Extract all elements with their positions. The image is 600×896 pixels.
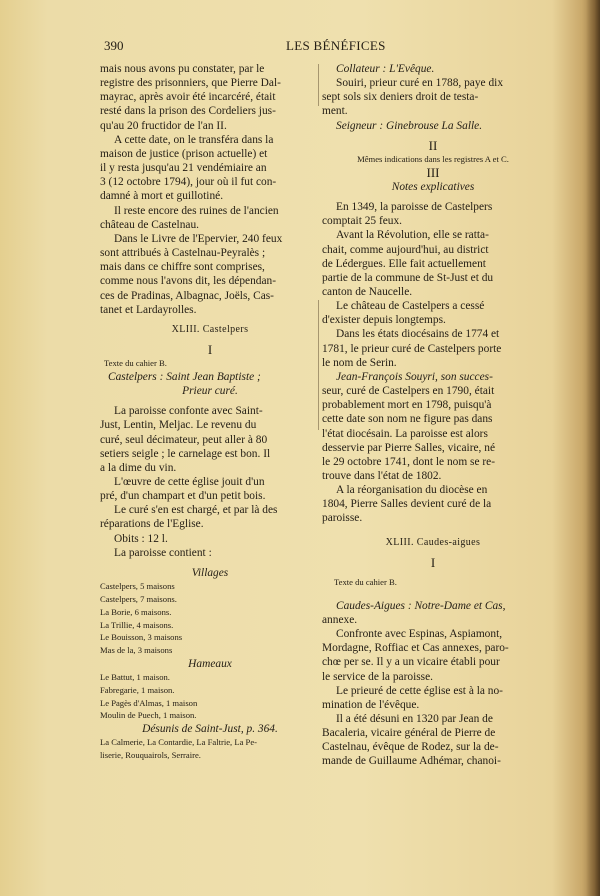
text-line: Confronte avec Espinas, Aspiamont, [336, 628, 503, 641]
text-line: probablement mort en 1798, puisqu'à [322, 399, 492, 412]
text-line: comme nous l'avons dit, les dépendan- [100, 275, 277, 288]
list-item: La Calmerie, La Contardie, La Faltrie, La Pe- [100, 737, 258, 748]
section-numeral: III [426, 164, 440, 180]
subheading: Villages [191, 566, 229, 579]
section-heading: XLIII. Caudes-aigues [385, 536, 481, 548]
text-line: chait, comme aujourd'hui, au district [322, 243, 489, 256]
text-line: Dans le Livre de l'Epervier, 240 feux [114, 232, 283, 245]
section-numeral: II [428, 137, 438, 153]
text-line: seur, curé de Castelpers en 1790, était [322, 385, 495, 398]
text-line: Souiri, prieur curé en 1788, paye dix [336, 77, 504, 90]
text-line: Le prieuré de cette église est à la no- [336, 684, 503, 697]
text-line: chœ per se. Il y a un vicaire établi pour [322, 656, 500, 669]
list-item: Le Bouisson, 3 maisons [100, 632, 183, 643]
text-line: mayrac, après avoir été incarcéré, était [100, 91, 276, 104]
text-line: Castelnau, évêque de Rodez, sur la de- [322, 741, 499, 754]
text-line: 3 (12 octobre 1794), jour où il fut con- [100, 176, 277, 189]
page-number: 390 [104, 38, 124, 53]
text-line: Seigneur : Ginebrouse La Salle. [336, 119, 483, 132]
page-edge-shadow [586, 0, 600, 896]
text-line: Collateur : L'Evêque. [336, 63, 435, 75]
text-line: mination de l'évêque. [322, 698, 420, 711]
text-line: Avant la Révolution, elle se ratta- [336, 229, 489, 242]
source-note: Texte du cahier B. [104, 358, 167, 369]
text-line: A cette date, on le transféra dans la [114, 133, 274, 146]
text-line: Bacaleria, vicaire général de Pierre de [322, 727, 496, 740]
list-item: Fabregarie, 1 maison. [100, 684, 175, 695]
text-line: Il reste encore des ruines de l'ancien [114, 204, 279, 217]
text-line: il y resta jusqu'au 21 vendémiaire an [100, 162, 267, 175]
source-note: Mêmes indications dans les registres A et C. [357, 153, 509, 164]
text-line: desservie par Pierre Salles, vicaire, né [322, 441, 496, 454]
text-line: l'état diocésain. La paroisse est alors [322, 427, 488, 440]
text-line: château de Castelnau. [100, 218, 199, 231]
section-numeral: I [430, 554, 436, 570]
text-line: Castelpers : Saint Jean Baptiste ; [108, 370, 261, 383]
list-item: La Trillie, 4 maisons. [100, 619, 174, 630]
text-line: La paroisse contient : [114, 546, 212, 559]
text-line: Dans les états diocésains de 1774 et [336, 328, 500, 341]
text-line: paroisse. [322, 512, 363, 525]
section-numeral: I [207, 341, 213, 357]
text-line: Le château de Castelpers a cessé [336, 300, 485, 313]
list-item: Le Battut, 1 maison. [100, 672, 170, 683]
text-line: qu'au 20 fructidor de l'an II. [100, 119, 227, 132]
text-line: le 29 octobre 1741, dont le nom se re- [322, 455, 496, 468]
text-line: resté dans la prison des Cordeliers jus- [100, 105, 276, 118]
text-line: Jean-François Souyri, son succes- [336, 370, 493, 383]
section-heading: XLIII. Castelpers [171, 323, 249, 335]
text-line: A la réorganisation du diocèse en [336, 484, 488, 497]
subheading: Hameaux [188, 657, 232, 670]
text-line: Just, Lentin, Meljac. Le revenu du [100, 419, 257, 432]
text-line: L'œuvre de cette église jouit d'un [114, 476, 265, 489]
text-line: sept sols six deniers droit de testa- [322, 91, 479, 104]
source-note: Texte du cahier B. [334, 576, 397, 587]
text-line: trouve dans l'état de 1802. [322, 470, 442, 483]
text-line: ment. [322, 105, 348, 118]
list-item: Le Pagès d'Almas, 1 maison [100, 697, 198, 708]
subheading: Désunis de Saint-Just, p. 364. [142, 723, 278, 736]
text-line: En 1349, la paroisse de Castelpers [336, 201, 493, 214]
left-column [100, 62, 320, 762]
text-line: 1804, Pierre Salles devient curé de la [322, 498, 492, 511]
list-item: La Borie, 6 maisons. [100, 606, 172, 617]
list-item: Moulin de Puech, 1 maison. [100, 710, 197, 721]
text-line: le nom de Serin. [322, 356, 397, 369]
text-line: registre des prisonniers, que Pierre Dal- [100, 77, 281, 90]
text-line: Le curé s'en est chargé, et par là des [114, 504, 278, 517]
text-line: cette date son nom ne figure pas dans [322, 413, 493, 426]
page-header [0, 38, 600, 56]
list-item: liserie, Rouquairols, Serraire. [100, 750, 201, 761]
text-line: réparations de l'Eglise. [100, 518, 204, 531]
text-line: d'exister depuis longtemps. [322, 314, 446, 327]
subheading: Notes explicatives [391, 180, 475, 193]
text-line: pré, d'un champart et d'un petit bois. [100, 490, 266, 503]
right-column [322, 62, 544, 769]
text-line: Mordagne, Roffiac et Cas annexes, paro- [322, 642, 509, 655]
text-line: curé, seul décimateur, peut aller à 80 [100, 433, 268, 446]
text-line: ces de Pradinas, Albagnac, Joëls, Cas- [100, 289, 274, 302]
running-title: LES BÉNÉFICES [286, 38, 386, 53]
list-item: Mas de la, 3 maisons [100, 645, 173, 656]
text-line: La paroisse confonte avec Saint- [114, 405, 263, 418]
text-line: tanet et Lardayrolles. [100, 303, 197, 316]
text-line: 1781, le prieur curé de Castelpers porte [322, 342, 502, 355]
text-line: sont attribués à Castelnau-Peyralès ; [100, 247, 266, 260]
subheading: Prieur curé. [182, 385, 238, 398]
text-line: mais dans ce chiffre sont comprises, [100, 261, 265, 274]
text-line: le service de la paroisse. [322, 670, 434, 683]
text-line: de Lédergues. Elle fait actuellement [322, 257, 486, 270]
text-line: mande de Guillaume Adhémar, chanoi- [322, 755, 501, 768]
list-item: Castelpers, 7 maisons. [100, 593, 177, 604]
text-line: canton de Naucelle. [322, 285, 413, 298]
text-line: damné à mort et guillotiné. [100, 190, 224, 203]
text-line: partie de la commune de St-Just et du [322, 271, 494, 284]
text-line: mais nous avons pu constater, par le [100, 63, 265, 75]
text-line: Caudes-Aigues : Notre-Dame et Cas, [336, 599, 506, 612]
text-line: Obits : 12 l. [114, 532, 168, 545]
text-line: Il a été désuni en 1320 par Jean de [336, 713, 493, 725]
text-line: comptait 25 feux. [322, 215, 403, 228]
text-line: a la dime du vin. [100, 461, 177, 474]
text-line: setiers seigle ; le carnelage est bon. Il [100, 447, 271, 460]
text-line: maison de justice (prison actuelle) et [100, 147, 268, 160]
text-line: annexe. [322, 613, 358, 626]
list-item: Castelpers, 5 maisons [100, 581, 175, 592]
